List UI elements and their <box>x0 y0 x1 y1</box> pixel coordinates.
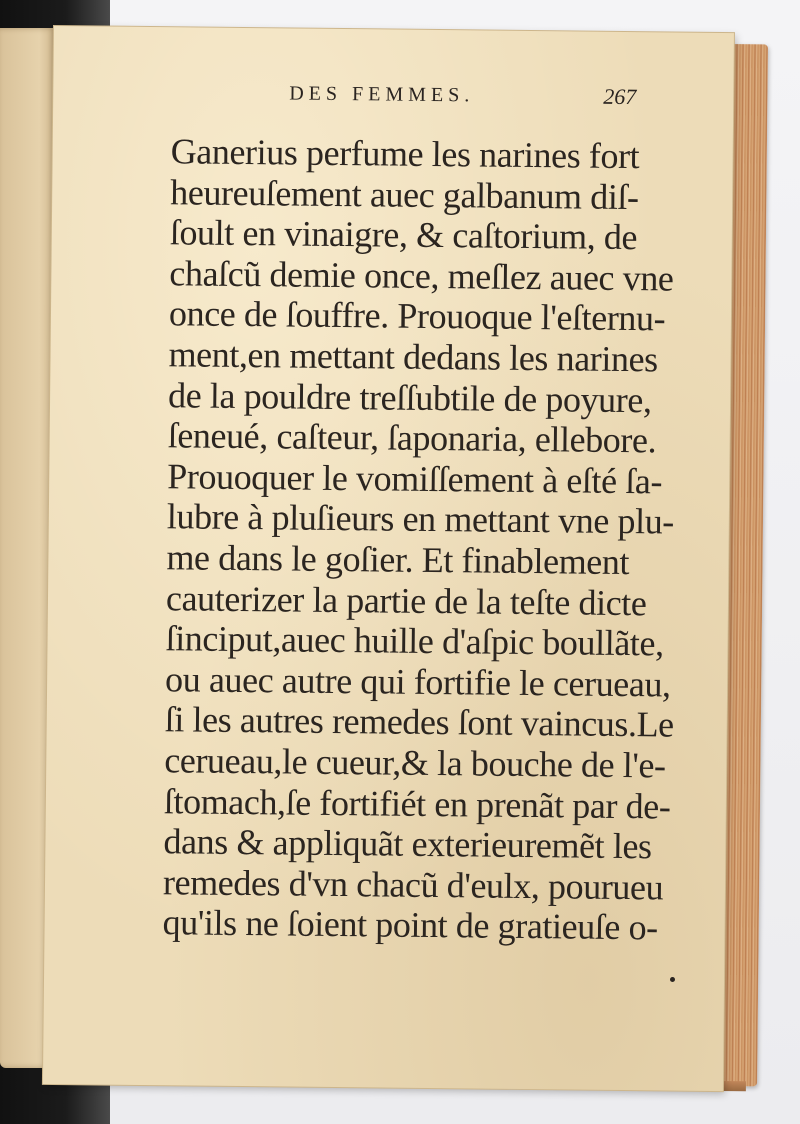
text-line: Prouoquer le vomiſſement à eſté ſa- <box>167 455 663 502</box>
book-page <box>43 26 734 1091</box>
text-line: lubre à pluſieurs en mettant vne plu- <box>166 496 675 542</box>
text-line: remedes d'vn chacũ d'eulx, pourueu <box>162 861 664 908</box>
text-line: ſinciput,auec huille d'aſpic boullãte, <box>165 618 664 664</box>
text-line: cerueau,le cueur,& la bouche de l'e- <box>164 740 666 786</box>
running-head: DES FEMMES. <box>289 82 475 107</box>
text-line: ou auec autre qui fortifie le cerueau, <box>164 658 671 705</box>
text-line: ment,en mettant dedans les narines <box>168 334 659 380</box>
text-line: qu'ils ne ſoient point de gratieuſe o- <box>162 902 658 948</box>
text-line: ſi les autres remedes ſont vaincus.Le <box>164 699 674 745</box>
text-line: Ganerius perfume les narines fort <box>170 131 640 177</box>
text-line: ſeneué, caſteur, ſaponaria, ellebore. <box>167 415 657 461</box>
text-line: de la pouldre treſſubtile de poyure, <box>167 374 652 420</box>
text-line: dans & appliquãt exterieuremẽt les <box>163 821 652 867</box>
text-line: once de ſouffre. Prouoque l'eſternu- <box>168 293 666 339</box>
text-line: ſtomach,ſe fortifiét en prenãt par de- <box>163 780 671 826</box>
page-number: 267 <box>603 83 637 110</box>
text-block <box>162 131 675 948</box>
ink-speck <box>670 977 675 982</box>
text-line: me dans le goſier. Et finablement <box>166 537 630 582</box>
text-line: cauterizer la partie de la teſte dicte <box>165 577 647 623</box>
page-header <box>233 76 653 116</box>
text-line: chaſcũ demie once, meſlez auec vne <box>169 253 674 299</box>
text-line: ſoult en vinaigre, & caſtorium, de <box>169 212 638 258</box>
text-line: heureuſement auec galbanum diſ- <box>170 171 639 217</box>
